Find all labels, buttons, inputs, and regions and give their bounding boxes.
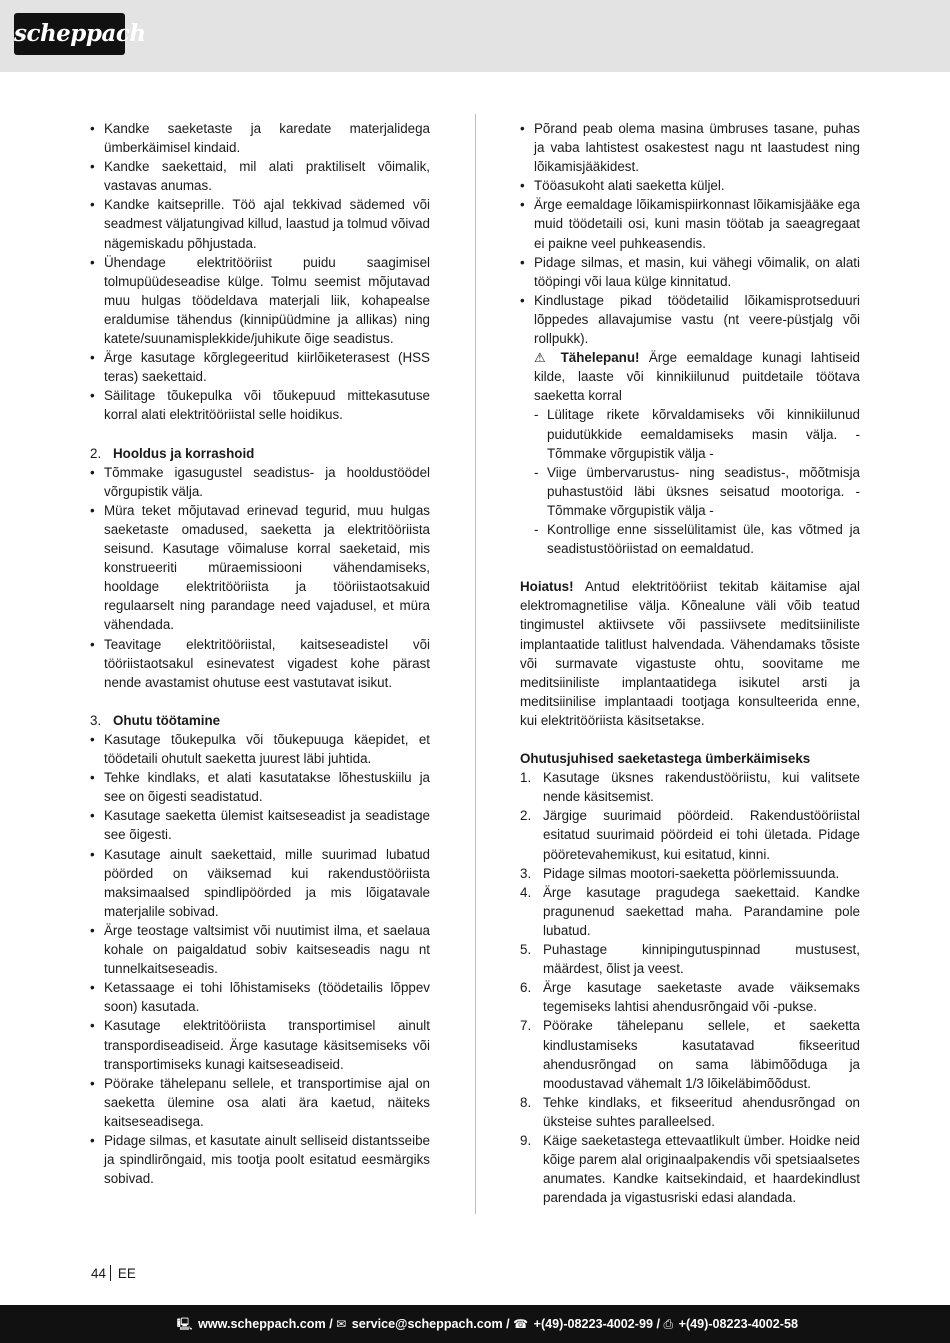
emf-warning-paragraph xyxy=(520,577,860,730)
page-number-block xyxy=(91,1265,136,1282)
section-title: Ohutu töötamine xyxy=(113,712,221,728)
footer-contact: 🖳 www.scheppach.com / ✉ service@scheppach.com / ☎ +(49)-08223-4002-99 / ⎙ +(49)-08223-4002-58 xyxy=(176,1317,798,1331)
list-item: • Pidage silmas, et masin, kui vähegi võimalik, on alati tööpingi või laua külge kinnitatud. xyxy=(520,253,860,291)
list-item: • Kasutage elektritööriista transportimisel ainult transpordiseadiseid. Ärge kasutage käsitsemiseks või transportimiseks kunagi kaitseseadiseid. xyxy=(90,1016,430,1073)
saw-blade-instructions xyxy=(520,768,860,1207)
list-item: 4. Ärge kasutage pragudega saekettaid. Kandke pragunenud saekettad maha. Parandamine pole lubatud. xyxy=(520,884,860,938)
list-item: • Säilitage tõukepulka või tõukepuud mittekasutuse korral alati elektritööriistal selle hoidikus. xyxy=(90,386,430,424)
list-item: • Teavitage elektritööriistal, kaitseseadistel või tööriistaotsakul esinevatest vigadest kohe pärast nende avastamist ohutuse eest vastutavat isikut. xyxy=(90,635,430,692)
section-heading-maintenance xyxy=(90,444,430,463)
page-footer xyxy=(0,1305,950,1343)
attention-label: Tähelepanu! xyxy=(560,350,640,366)
section-title: Hooldus ja korrashoid xyxy=(113,445,255,461)
safe-work-list xyxy=(90,730,430,1188)
page-number: 44 xyxy=(91,1266,106,1281)
warning-text: Antud elektritööriist tekitab käitamise ajal elektromagnetilise välja. Kõnealune väli võib teatud tingimustel aktiivsete või passiivsete meditsiiniliste implantaatide talitlust halvendada. Vähendamaks tõsiste või surmavate vigastuste ohtu, soovitame me meditsiiniliste implantaatidega isikutel arsti ja meditsiinilise implantaadi tootjaga konsulteerida enne, kui elektritööriista käsitsetakse. xyxy=(520,579,860,728)
fax-icon: ⎙ xyxy=(663,1317,674,1331)
email-icon: ✉ xyxy=(336,1317,347,1331)
workplace-bullet-list xyxy=(520,119,860,348)
list-item: 2. Järgige suurimaid pöördeid. Rakendustööriistal esitatud suurimaid pöördeid ei tohi ületada. Pidage pööretevahemikust, kui esitatud, kinni. xyxy=(520,808,860,862)
list-item: • Põrand peab olema masina ümbruses tasane, puhas ja vaba lahtistest osakestest nagu nt laastudest ning lõikamisjääkidest. xyxy=(520,119,860,176)
section-number: 3. xyxy=(90,712,102,728)
right-column xyxy=(520,119,860,1207)
page-header xyxy=(0,0,950,72)
maintenance-list xyxy=(90,463,430,692)
phone-icon: ☎ xyxy=(513,1317,529,1331)
list-item: 3. Pidage silmas mootori-saeketta pöörlemissuunda. xyxy=(520,865,840,881)
list-item: - Lülitage rikete kõrvaldamiseks või kinnikiilunud puidutükkide eemaldamiseks masin välja. - Tõmmake võrgupistik välja - xyxy=(520,405,860,462)
section-number: 2. xyxy=(90,445,102,461)
list-item: • Pöörake tähelepanu sellele, et transportimise ajal on saeketta ülemine osa alati ära kaetud, näiteks kaitseseadisega. xyxy=(90,1074,430,1131)
list-item: • Tööasukoht alati saeketta küljel. xyxy=(520,176,860,195)
fax-number: +(49)-08223-4002-58 xyxy=(678,1317,798,1331)
list-item: - Viige ümbervarustus- ning seadistus-, mõõtmisja puhastustöid läbi üksnes seisatud mootoriga. - Tõmmake võrgupistik välja - xyxy=(520,463,860,520)
safety-bullet-list xyxy=(90,119,430,425)
list-item: 8. Tehke kindlaks, et fikseeritud ahendusrõngad on üksteise suhtes paralleelsed. xyxy=(520,1094,860,1129)
list-item: - Kontrollige enne sisselülitamist üle, kas võtmed ja seadistustööriistad on eemaldatud. xyxy=(520,520,860,558)
language-code: EE xyxy=(117,1266,136,1281)
dash-list xyxy=(520,405,860,558)
attention-notice xyxy=(520,348,860,405)
website-link[interactable]: www.scheppach.com xyxy=(198,1317,326,1331)
brand-logo: scheppach xyxy=(14,13,125,55)
list-item: • Kandke saeketaste ja karedate materjalidega ümberkäimisel kindaid. xyxy=(90,119,430,157)
list-item: • Kasutage saeketta ülemist kaitseseadist ja seadistage see õigesti. xyxy=(90,806,430,844)
left-column xyxy=(90,119,430,1188)
list-item: • Ketassaage ei tohi lõhistamiseks (töödetailis lõppev soon) kasutada. xyxy=(90,978,430,1016)
list-item: • Kasutage ainult saekettaid, mille suurimad lubatud pöörded on väiksemad kui rakendustööriista maksimaalsed spindlipöörded ja mis lõigatavale materjalile sobivad. xyxy=(90,845,430,921)
computer-icon: 🖳 xyxy=(176,1317,193,1331)
column-divider xyxy=(475,114,476,1214)
list-item: • Ühendage elektritööriist puidu saagimisel tolmupüüdeseadise külge. Tolmu seemist mõjutavad muu hulgas töödeldava materjali liik, kohapealse eraldumise tähendus (kinnipüüdmine ja allikas) ning katete/suunamisplekkide/juhikute õige seadistus. xyxy=(90,253,430,348)
list-item: • Kandke kaitseprille. Töö ajal tekkivad sädemed või seadmest väljatungivad killud, laastud ja tolmud võivad nägemiskadu põhjustada. xyxy=(90,195,430,252)
phone-number: +(49)-08223-4002-99 xyxy=(533,1317,653,1331)
email-link[interactable]: service@scheppach.com xyxy=(351,1317,503,1331)
list-item: • Ärge kasutage kõrglegeeritud kiirlõiketerasest (HSS teras) saekettaid. xyxy=(90,348,430,386)
list-item: 6. Ärge kasutage saeketaste avade väiksemaks tegemiseks lahtisi ahendusrõngaid või -pukse. xyxy=(520,980,860,1015)
list-item: • Ärge teostage valtsimist või nuutimist ilma, et saelaua kohale on paigaldatud sobiv kaitseseadis nagu nt tunnelkaitseseadis. xyxy=(90,921,430,978)
list-item: • Müra teket mõjutavad erinevad tegurid, muu hulgas saeketaste omadused, saeketta ja elektritööriista seisund. Kasutage võimaluse korral saeketaid, mis konstrueeriti müraemissiooni vähendamiseks, hooldage elektritööriista ja tööriistaotsakuid regulaarselt ning parandage need vajadusel, et müra vähendada. xyxy=(90,501,430,635)
page-separator xyxy=(110,1265,111,1281)
list-item: • Kasutage tõukepulka või tõukepuuga käepidet, et töödetaili ohutult saeketta juurest läbi juhtida. xyxy=(90,730,430,768)
list-item: • Kindlustage pikad töödetailid lõikamisprotseduuri lõppedes allavajumise vastu (nt veere-püstjalg või rollpukk). xyxy=(520,291,860,348)
warning-triangle-icon: ⚠ xyxy=(534,350,552,366)
list-item: 7. Pöörake tähelepanu sellele, et saeketta kindlustamiseks kasutatavad fikseeritud ahendusrõngad on sama läbimõõduga ja moodustavad vähemalt 1/3 lõikeläbimõõdust. xyxy=(520,1018,860,1091)
attention-text: Ärge eemaldage kunagi lahtiseid kilde, laaste või kinnikiilunud puitdetaile töötava saeketta korral xyxy=(534,350,860,404)
list-item: • Ärge eemaldage lõikamispiirkonnast lõikamisjääke ega muid töödetaili osi, kuni masin töötab ja saeagregaat ei paikne veel puhkeasendis. xyxy=(520,195,860,252)
saw-blade-safety-heading: Ohutusjuhised saeketastega ümberkäimiseks xyxy=(520,751,811,767)
list-item: 9. Käige saeketastega ettevaatlikult ümber. Hoidke neid kõige parem alal originaalpakendis või spetsiaalsetes anumates. Kandke kaitsekindaid, et haardekindlust parendada ja vigastusriski edasi alandada. xyxy=(520,1132,860,1206)
list-item: • Tehke kindlaks, et alati kasutatakse lõhestuskiilu ja see on õigesti seadistatud. xyxy=(90,768,430,806)
section-heading-safe-work xyxy=(90,711,430,730)
warning-label: Hoiatus! xyxy=(520,579,574,595)
list-item: • Tõmmake igasugustel seadistus- ja hooldustöödel võrgupistik välja. xyxy=(90,463,430,501)
list-item: 5. Puhastage kinnipingutuspinnad mustusest, määrdest, õlist ja veest. xyxy=(520,942,860,977)
list-item: • Pidage silmas, et kasutate ainult selliseid distantsseibe ja spindlirõngaid, mis tootja poolt esitatud eesmärgiks sobivad. xyxy=(90,1131,430,1188)
list-item: • Kandke saekettaid, mil alati praktiliselt võimalik, vastavas anumas. xyxy=(90,157,430,195)
list-item: 1. Kasutage üksnes rakendustööriistu, kui valitsete nende käsitsemist. xyxy=(520,770,860,805)
